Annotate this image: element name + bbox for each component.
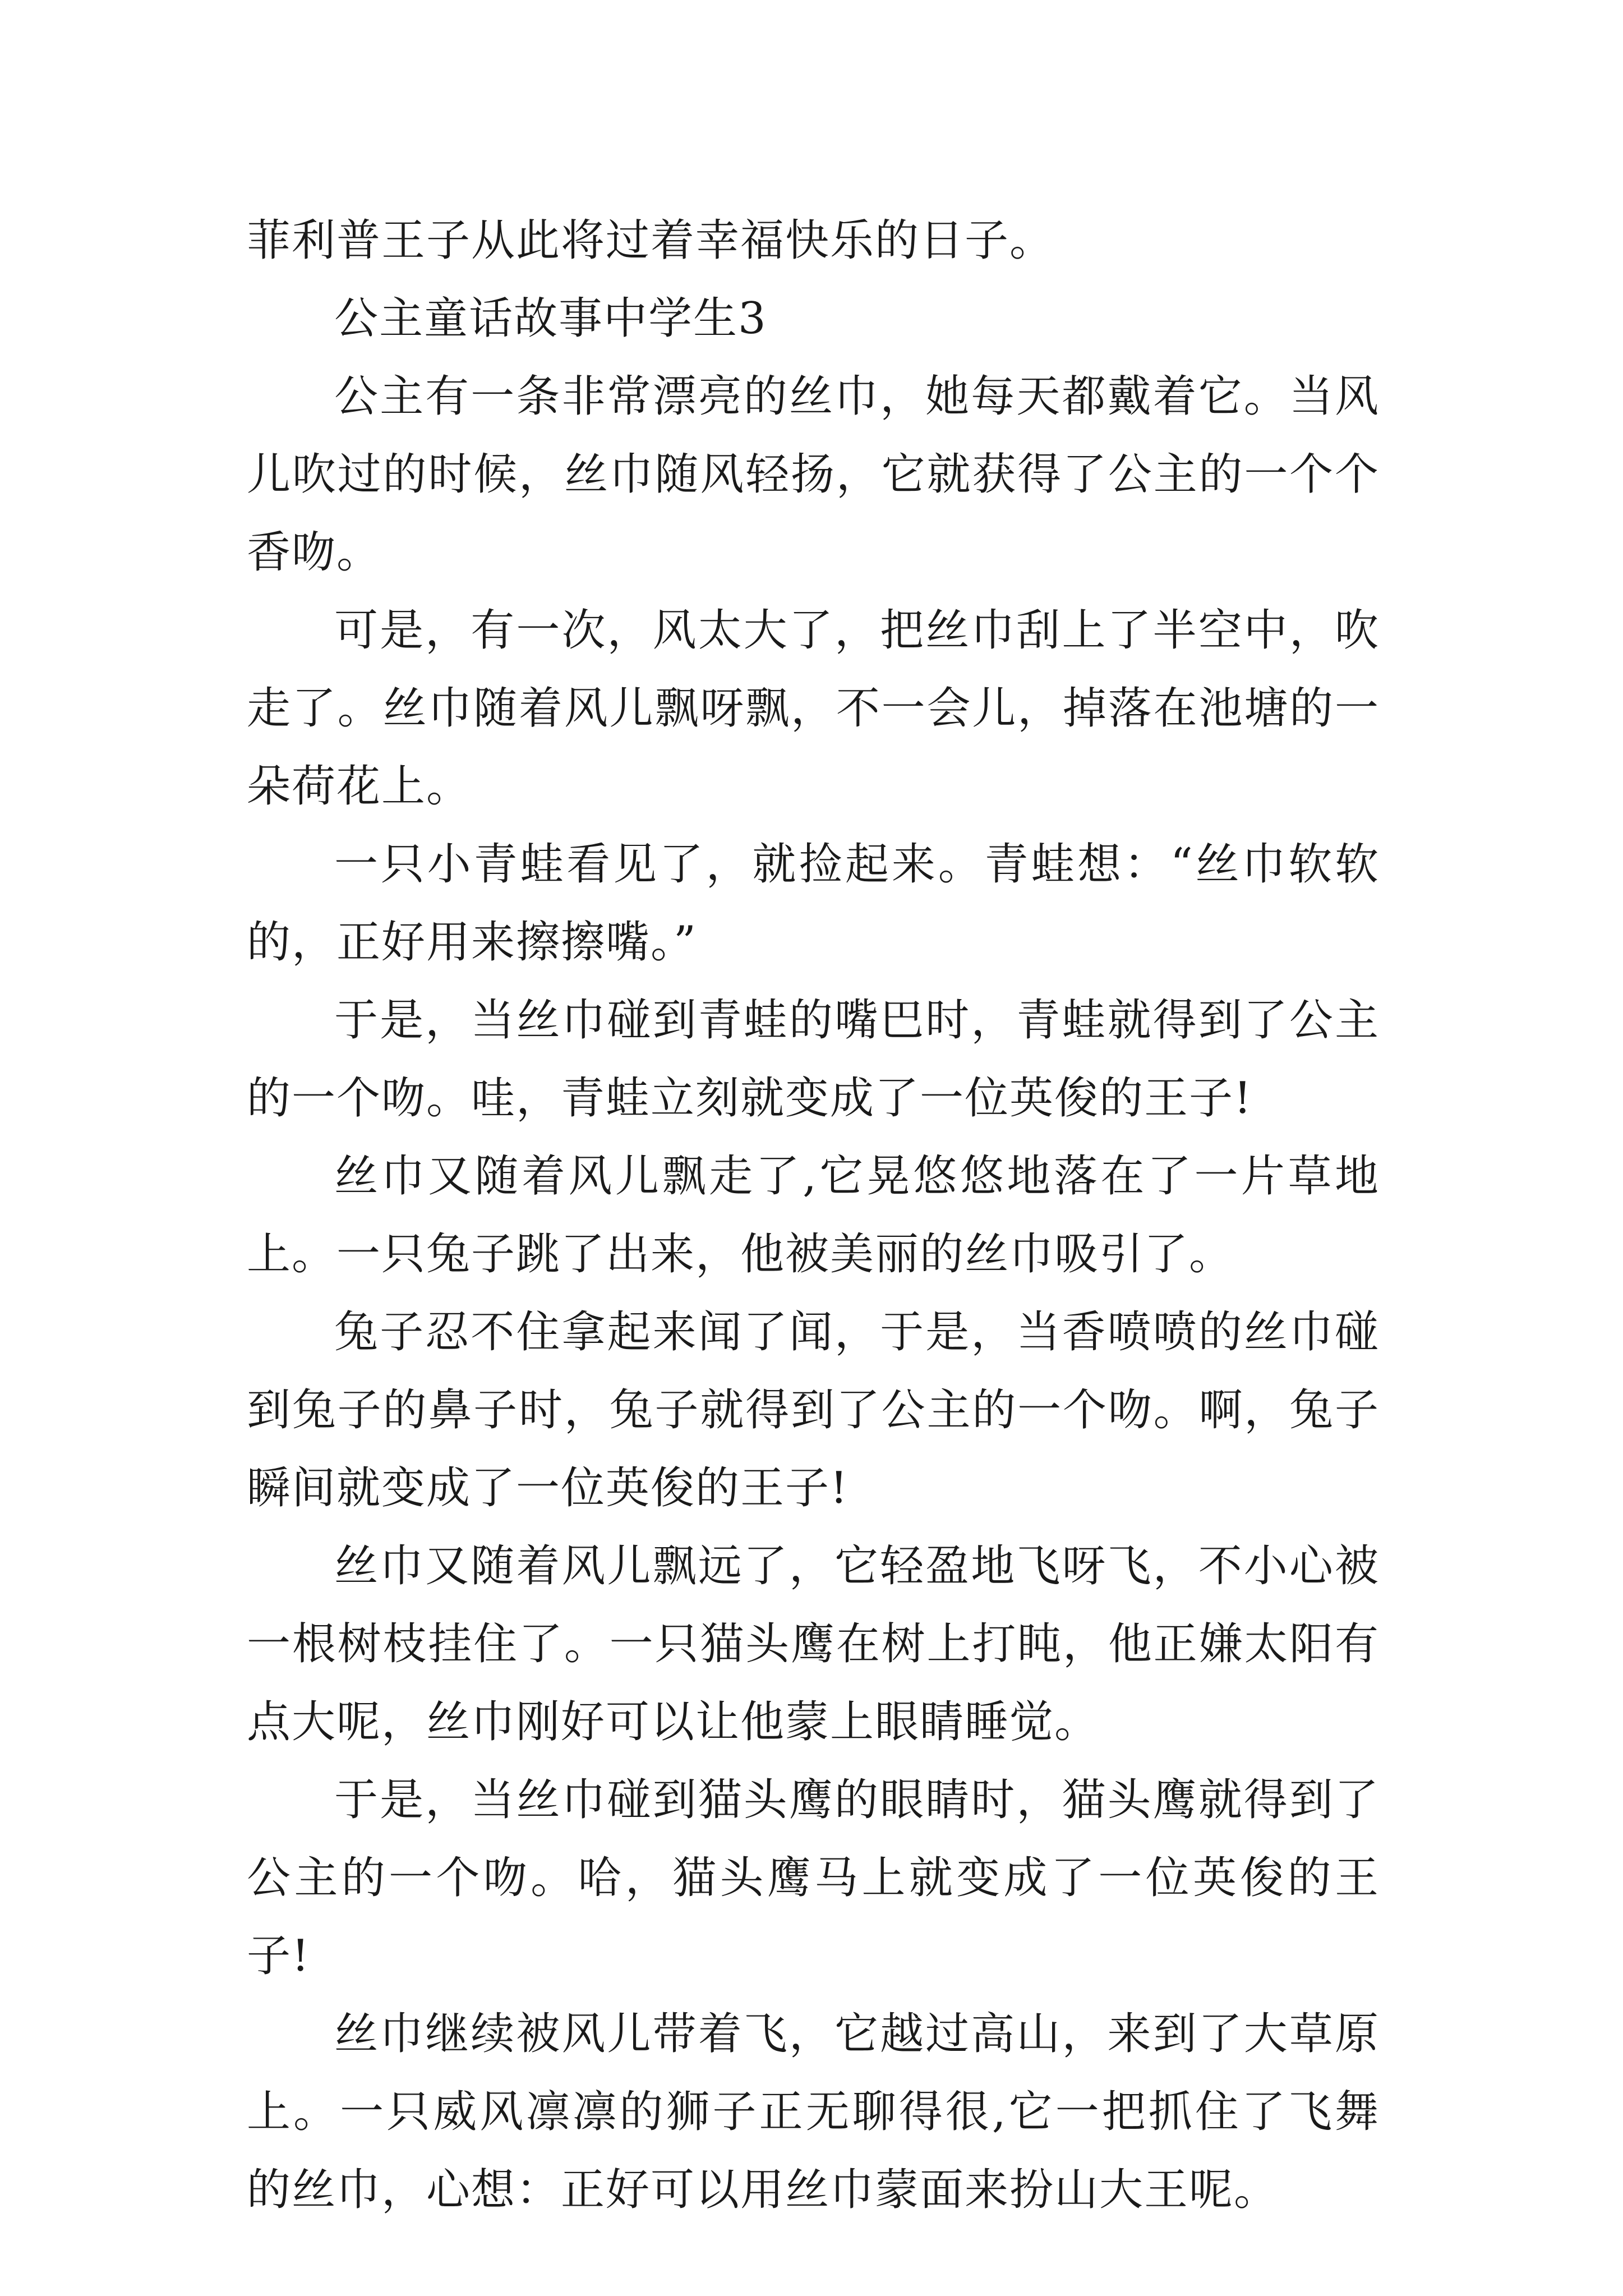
story-heading: 公主童话故事中学生3 [334, 293, 767, 344]
body-text [247, 202, 1380, 2229]
paragraph: 于是，当丝巾碰到猫头鹰的眼睛时，猫头鹰就得到了公主的一个吻。哈，猫头鹰马上就变成了一位英俊的王子! [247, 1775, 1380, 1981]
paragraph: 公主有一条非常漂亮的丝巾，她每天都戴着它。当风儿吹过的时候，丝巾随风轻扬，它就获得了公主的一个个香吻。 [247, 371, 1380, 578]
paragraph: 兔子忍不住拿起来闻了闻，于是，当香喷喷的丝巾碰到兔子的鼻子时，兔子就得到了公主的一个吻。啊，兔子瞬间就变成了一位英俊的王子! [247, 1307, 1380, 1513]
paragraph: 一只小青蛙看见了，就捡起来。青蛙想：“丝巾软软的，正好用来擦擦嘴。” [247, 839, 1380, 968]
paragraph: 可是，有一次，风太大了，把丝巾刮上了半空中，吹走了。丝巾随着风儿飘呀飘，不一会儿，掉落在池塘的一朵荷花上。 [247, 605, 1380, 812]
paragraph: 丝巾继续被风儿带着飞，它越过高山，来到了大草原上。一只威风凛凛的狮子正无聊得很,它一把抓住了飞舞的丝巾，心想：正好可以用丝巾蒙面来扮山大王呢。 [247, 2009, 1380, 2215]
paragraph: 丝巾又随着风儿飘远了，它轻盈地飞呀飞，不小心被一根树枝挂住了。一只猫头鹰在树上打盹，他正嫌太阳有点大呢，丝巾刚好可以让他蒙上眼睛睡觉。 [247, 1541, 1380, 1747]
paragraph: 于是，当丝巾碰到青蛙的嘴巴时，青蛙就得到了公主的一个吻。哇，青蛙立刻就变成了一位英俊的王子! [247, 995, 1380, 1124]
paragraph: 丝巾又随着风儿飘走了,它晃悠悠地落在了一片草地上。一只兔子跳了出来，他被美丽的丝巾吸引了。 [247, 1151, 1380, 1280]
paragraph-closing-line: 菲利普王子从此将过着幸福快乐的日子。 [247, 215, 1055, 266]
